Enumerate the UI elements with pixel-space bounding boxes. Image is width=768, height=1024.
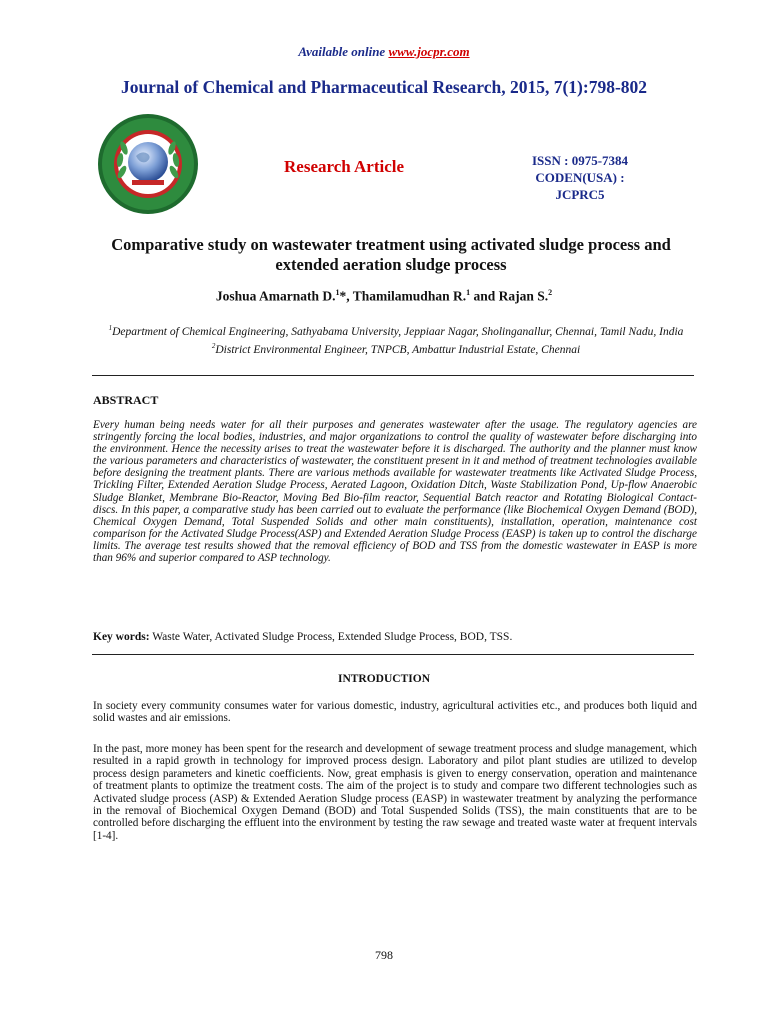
author-name: Joshua Amarnath D. <box>215 288 336 304</box>
affiliation-2 <box>96 339 696 357</box>
author-affil-sup: 2 <box>548 288 553 297</box>
journal-url-link[interactable]: www.jocpr.com <box>388 44 470 59</box>
journal-citation: Journal of Chemical and Pharmaceutical Research, 2015, 7(1):798-802 <box>120 77 648 97</box>
globe-wreath-icon <box>96 112 200 216</box>
author-affil-sup: 1 <box>466 288 471 297</box>
keywords <box>93 631 697 643</box>
issn-number: ISSN : 0975-7384 <box>531 153 629 168</box>
divider <box>92 375 694 376</box>
affil-text: Department of Chemical Engineering, Sathyabama University, Jeppiaar Nagar, Sholinganallur, Chennai, Tamil Nadu, India <box>112 325 684 338</box>
author-list <box>0 288 768 305</box>
page-number: 798 <box>375 948 393 962</box>
divider <box>92 654 694 655</box>
keywords-list: Waste Water, Activated Sludge Process, Extended Sludge Process, BOD, TSS. <box>149 631 513 643</box>
corresponding-mark: *, <box>339 288 353 304</box>
available-online <box>0 44 768 60</box>
affil-sup: 2 <box>211 341 216 350</box>
affiliations <box>96 321 696 357</box>
paper-title: Comparative study on wastewater treatment using activated sludge process and extended aeration sludge process <box>111 235 671 274</box>
coden-number: CODEN(USA) : JCPRC5 <box>535 170 625 202</box>
author-name: and Rajan S. <box>470 288 549 304</box>
author-affil-sup: 1 <box>335 288 340 297</box>
author-name: Thamilamudhan R. <box>352 288 467 304</box>
affil-text: District Environmental Engineer, TNPCB, Ambattur Industrial Estate, Chennai <box>215 343 581 356</box>
intro-paragraph-2: In the past, more money has been spent for the research and development of sewage treatment process and sludge management, which resulted in a rapid growth in technology for improved process design. Laboratory and pilot plant studies are utilized to develop process design parameters and kinetic coefficients. Now, great emphasis is given to energy conservation, operation and maintenance of treatment plants to optimize the treatment costs. The aim of the project is to study and compare two different technologies such as Activated sludge process (ASP) & Extended Aeration Sludge process (EASP) in wastewater treatment by analyzing the performance in the removal of Biochemical Oxygen Demand (BOD) and Total Suspended Solids (TSS), the main constituents that are to be controlled before discharging the effluent into the environment by testing the raw sewage and treated waste water at frequent intervals [1-4]. <box>93 743 697 842</box>
issn-block <box>510 152 650 203</box>
journal-logo <box>96 112 200 216</box>
intro-paragraph-1: In society every community consumes water for various domestic, industry, agricultural activities etc., and produces both liquid and solid wastes and air emissions. <box>93 700 697 725</box>
affil-sup: 1 <box>108 324 113 332</box>
abstract-body: Every human being needs water for all their purposes and generates wastewater after the usage. The regulatory agencies are stringently forcing the local bodies, industries, and major organizations to control the quality of wastewater before discharging into the environment. Hence the necessity arises to treat the wastewater before it is discharged. The authority and the planner must know the various parameters and characteristics of wastewater, the constituent present in it and method of treatment technologies available before designing the treatment plants. There are various methods available for wastewater treatments like Activated Sludge Process, Trickling Filter, Extended Aeration Sludge Process, Aerated Lagoon, Oxidation Ditch, Waste Stabilization Pond, Up-flow Anaerobic Sludge Blanket, Membrane Bio-Reactor, Moving Bed Bio-film reactor, Sequential Batch reactor and Rotating Biological Contact-discs. In this paper, a comparative study has been carried out to evaluate the performance (like Biochemical Oxygen Demand (BOD), Chemical Oxygen Demand, Total Suspended Solids and other main constituents), installation, operation, maintenance cost comparison for the Activated Sludge Process(ASP) and Extended Aeration Sludge Process (EASP) is taken up to control the discharge limits. The average test results showed that the removal efficiency of BOD and TSS from the domestic wastewater in EASP is more than 96% and superior compared to ASP technology. <box>93 419 697 565</box>
available-label: Available online <box>298 44 386 59</box>
affiliation-1 <box>96 321 696 339</box>
keywords-label: Key words: <box>93 631 150 643</box>
abstract-heading: ABSTRACT <box>93 393 159 407</box>
introduction-heading: INTRODUCTION <box>337 673 430 685</box>
article-type-label: Research Article <box>284 157 405 176</box>
